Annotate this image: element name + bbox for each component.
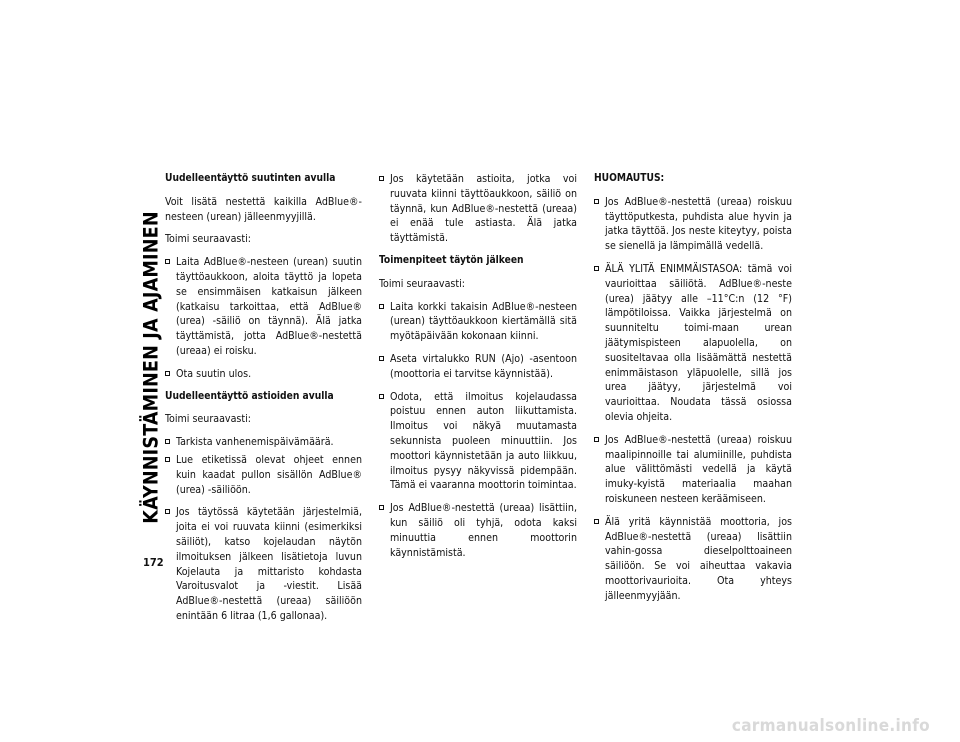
list-item: [165, 505, 362, 623]
list-item: [379, 172, 577, 246]
list-item-text: Aseta virtalukko RUN (Ajo) -asentoon (moottoria ei tarvitse käynnistää).: [390, 352, 577, 380]
paragraph: Voit lisätä nestettä kaikilla AdBlue®-nesteen (urean) jälleenmyyjillä.: [165, 195, 362, 223]
bullet-list: [594, 195, 792, 604]
list-item: [379, 390, 577, 494]
list-item-text: Lue etiketissä olevat ohjeet ennen kuin kaadat pullon sisällön AdBlue® (urea) -säiliöön.: [176, 453, 362, 496]
list-item-text: Jos käytetään astioita, jotka voi ruuvata kiinni täyttöaukkoon, säiliö on täynnä, kun AdBlue®-nestettä (ureaa) ei enää tule astiasta. Älä jatka täyttämistä.: [390, 173, 577, 245]
list-item-text: Ota suutin ulos.: [176, 367, 252, 380]
checkbox-bullet-icon: [165, 509, 170, 514]
list-item: [594, 262, 792, 425]
list-item-text: Älä yritä käynnistää moottoria, jos AdBlue®-nestettä (ureaa) lisättiin vahin-gossa dieselpolttoaineen säiliöön. Se voi aiheuttaa vakavia moottorivaurioita. Ota yhteys jälleenmyyjään.: [605, 515, 792, 602]
list-item: [165, 367, 362, 382]
checkbox-bullet-icon: [379, 304, 384, 309]
paragraph: Toimi seuraavasti:: [165, 413, 251, 426]
bullet-list: [165, 255, 362, 381]
checkbox-bullet-icon: [594, 199, 599, 204]
checkbox-bullet-icon: [379, 394, 384, 399]
column-1: [165, 172, 362, 632]
bullet-list: [379, 172, 577, 246]
list-item: [594, 195, 792, 254]
section-heading-after-refill: Toimenpiteet täytön jälkeen: [379, 254, 524, 266]
list-item: [594, 433, 792, 507]
list-item: [379, 501, 577, 560]
checkbox-bullet-icon: [165, 259, 170, 264]
note-heading: HUOMAUTUS:: [594, 173, 665, 184]
checkbox-bullet-icon: [379, 356, 384, 361]
checkbox-bullet-icon: [379, 505, 384, 510]
checkbox-bullet-icon: [594, 437, 599, 442]
chapter-title-text: KÄYNNISTÄMINEN JA AJAMINEN: [139, 210, 163, 524]
checkbox-bullet-icon: [165, 439, 170, 444]
column-3: [594, 172, 792, 612]
section-heading-nozzle-refill: Uudelleentäyttö suutinten avulla: [165, 173, 336, 184]
bullet-list: [379, 300, 577, 561]
checkbox-bullet-icon: [165, 371, 170, 376]
bullet-list: [165, 435, 362, 624]
checkbox-bullet-icon: [165, 457, 170, 462]
chapter-side-title: [138, 172, 164, 562]
list-item: [379, 352, 577, 382]
list-item: [165, 453, 362, 497]
section-heading-container-refill: Uudelleentäyttö astioiden avulla: [165, 390, 334, 402]
list-item: [165, 435, 362, 450]
page-number: 172: [143, 556, 164, 569]
list-item: [594, 515, 792, 604]
checkbox-bullet-icon: [594, 519, 599, 524]
paragraph: Toimi seuraavasti:: [379, 277, 465, 290]
list-item: [379, 300, 577, 344]
list-item-text: Laita AdBlue®-nesteen (urean) suutin täyttöaukkoon, aloita täyttö ja lopeta se ensimmäisen katkaisun jälkeen (katkaisu tarkoittaa, että AdBlue® (urea) -säiliö on täynnä). Älä jatka täyttämistä, jotta AdBlue®-nestettä (ureaa) ei roisku.: [176, 256, 362, 357]
list-item-text: Odota, että ilmoitus kojelaudassa poistuu ennen auton liikuttamista. Ilmoitus voi näkyä muutamasta sekunnista puoleen minuuttiin. Jos moottori käynnistetään ja auto liikkuu, ilmoitus pysyy näkyvissä pidempään. Tämä ei vaaranna moottorin toimintaa.: [390, 390, 577, 492]
checkbox-bullet-icon: [379, 176, 384, 181]
column-2: [379, 172, 577, 568]
paragraph: Toimi seuraavasti:: [165, 233, 251, 246]
list-item-text: Jos AdBlue®-nestettä (ureaa) lisättiin, kun säiliö oli tyhjä, odota kaksi minuuttia ennen moottorin käynnistämistä.: [390, 502, 577, 559]
list-item-text: Jos AdBlue®-nestettä (ureaa) roiskuu maalipinnoille tai alumiinille, puhdista alue välittömästi vedellä ja käytä imuky-kyistä materiaalia maahan roiskuneen nesteen keräämiseen.: [605, 433, 792, 505]
list-item-text: Laita korkki takaisin AdBlue®-nesteen (urean) täyttöaukkoon kiertämällä sitä myötäpäivään kokonaan kiinni.: [390, 300, 577, 343]
list-item: [165, 255, 362, 359]
watermark-footer: carmanualsonline.info: [731, 716, 930, 736]
list-item-text: ÄLÄ YLITÄ ENIMMÄISTASOA: tämä voi vaurioittaa säiliötä. AdBlue®-neste (urea) jäätyy alle –11°C:n (12 °F) lämpötiloissa. Vaikka järjestelmä on suunniteltu toimi-maan urean jäätymispisteen alapuolella, on suositeltavaa olla lisäämättä nestettä enimmäistason yläpuolelle, sillä jos urea jäätyy, järjestelmä voi vaurioittaa. Noudata tässä osiossa olevia ohjeita.: [605, 262, 792, 423]
list-item-text: Jos täytössä käytetään järjestelmiä, joita ei voi ruuvata kiinni (esimerkiksi säiliöt), katso kojelaudan näytön ilmoituksen jälkeen lisätietoja luvun Kojelauta ja mittaristo kohdasta Varoitusvalot ja -viestit. Lisää AdBlue®-nestettä (ureaa) säiliöön enintään 6 litraa (1,6 gallonaa).: [176, 506, 362, 622]
list-item-text: Jos AdBlue®-nestettä (ureaa) roiskuu täyttöputkesta, puhdista alue hyvin ja jatka täyttöä. Jos neste kiteytyy, poista se sienellä ja lämpimällä vedellä.: [605, 195, 792, 253]
checkbox-bullet-icon: [594, 266, 599, 271]
list-item-text: Tarkista vanhenemispäivämäärä.: [176, 436, 334, 449]
